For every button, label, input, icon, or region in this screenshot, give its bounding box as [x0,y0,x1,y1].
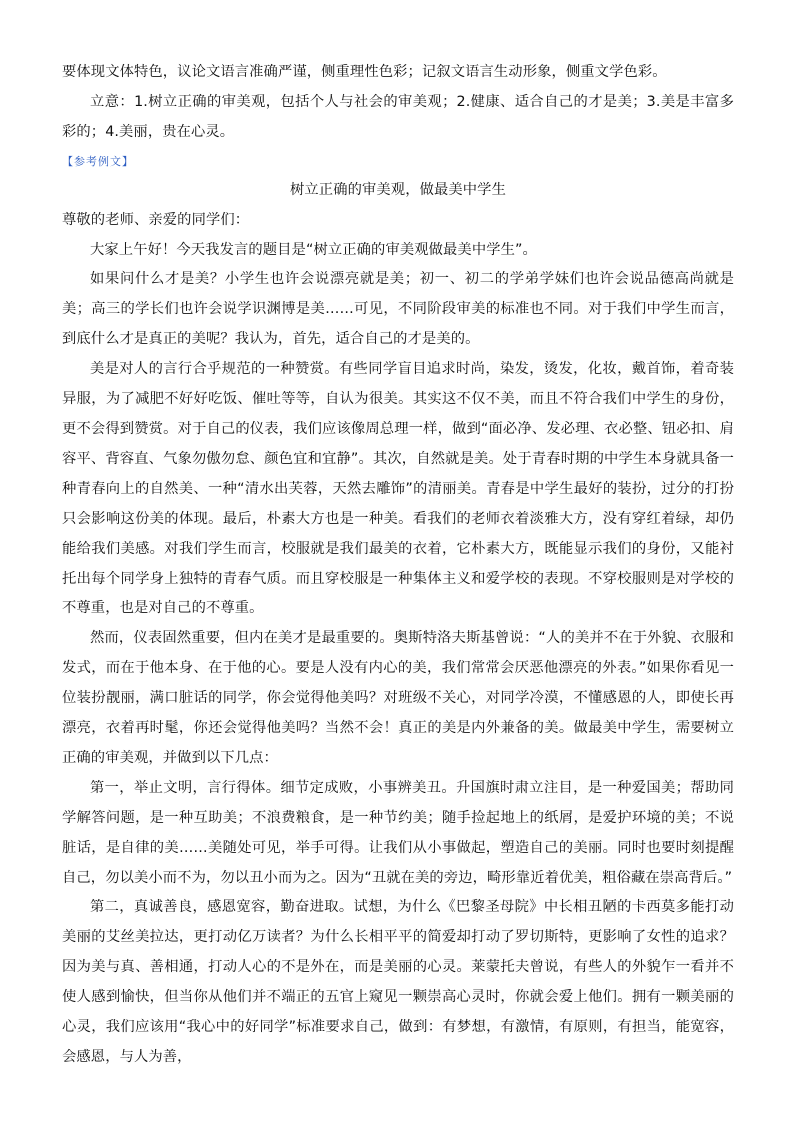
lizhi-paragraph: 立意：1.树立正确的审美观，包括个人与社会的审美观；2.健康、适合自己的才是美；3.美是丰富多彩的；4.美丽，贵在心灵。 [62,93,734,140]
document-page [62,58,734,1073]
essay-paragraph: 如果问什么才是美？小学生也许会说漂亮就是美；初一、初二的学弟学妹们也许会说品德高尚就是美；高三的学长们也许会说学识渊博是美……可见，不同阶段审美的标准也不同。对于我们中学生而言，到底什么才是真正的美呢？我认为，首先，适合自己的才是美的。 [62,271,734,348]
essay-paragraph: 第一，举止文明，言行得体。细节定成败，小事辨美丑。升国旗时肃立注目，是一种爱国美；帮助同学解答问题，是一种互助美；不浪费粮食，是一种节约美；随手捡起地上的纸屑，是爱护环境的美；不说脏话，是自律的美……美随处可见，举手可得。让我们从小事做起，塑造自己的美丽。同时也要时刻提醒自己，勿以美小而不为，勿以丑小而为之。因为“丑就在美的旁边，畸形靠近着优美，粗俗藏在崇高背后。” [62,779,734,886]
essay-paragraph: 然而，仪表固然重要，但内在美才是最重要的。奥斯特洛夫斯基曾说：“人的美并不在于外貌、衣服和发式，而在于他本身、在于他的心。要是人没有内心的美，我们常常会厌恶他漂亮的外表。”如果你看见一位装扮靓丽，满口脏话的同学，你会觉得他美吗？对班级不关心，对同学冷漠，不懂感恩的人，即使长再漂亮，衣着再时髦，你还会觉得他美吗？当然不会！真正的美是内外兼备的美。做最美中学生，需要树立正确的审美观，并做到以下几点： [62,630,734,766]
essay-title: 树立正确的审美观，做最美中学生 [290,181,506,198]
reference-essay-tag: 【参考例文】 [62,154,134,168]
essay-paragraph: 大家上午好！今天我发言的题目是“树立正确的审美观做最美中学生”。 [90,241,537,258]
essay-paragraph: 第二，真诚善良，感恩宽容，勤奋进取。试想，为什么《巴黎圣母院》中长相丑陋的卡西莫多能打动美丽的艾丝美拉达，更打动亿万读者？为什么长相平平的简爱却打动了罗切斯特，更影响了女性的追求？因为美与真、善相通，打动人心的不是外在，而是美丽的心灵。莱蒙托夫曾说，有些人的外貌乍一看并不使人感到愉快，但当你从他们并不端正的五官上窥见一颗崇高心灵时，你就会爱上他们。拥有一颗美丽的心灵，我们应该用“我心中的好同学”标准要求自己，做到：有梦想，有激情，有原则，有担当，能宽容，会感恩，与人为善， [62,899,734,1065]
essay-paragraph: 美是对人的言行合乎规范的一种赞赏。有些同学盲目追求时尚，染发，烫发，化妆，戴首饰，着奇装异服，为了减肥不好好吃饭、催吐等等，自认为很美。其实这不仅不美，而且不符合我们中学生的身份，更不会得到赞赏。对于自己的仪表，我们应该像周总理一样，做到“面必净、发必理、衣必整、钮必扣、肩容平、背容直、气象勿傲勿怠、颜色宜和宜静”。其次，自然就是美。处于青春时期的中学生本身就具备一种青春向上的自然美、一种“清水出芙蓉，天然去雕饰”的清丽美。青春是中学生最好的装扮，过分的打扮只会影响这份美的体现。最后，朴素大方也是一种美。看我们的老师衣着淡雅大方，没有穿红着绿，却仍能给我们美感。对我们学生而言，校服就是我们最美的衣着，它朴素大方，既能显示我们的身份，又能衬托出每个同学身上独特的青春气质。而且穿校服是一种集体主义和爱学校的表现。不穿校服则是对学校的不尊重，也是对自己的不尊重。 [62,361,734,617]
intro-tail-paragraph: 要体现文体特色，议论文语言准确严谨，侧重理性色彩；记叙文语言生动形象，侧重文学色彩。 [62,64,667,80]
essay-salutation: 尊敬的老师、亲爱的同学们： [62,211,250,228]
